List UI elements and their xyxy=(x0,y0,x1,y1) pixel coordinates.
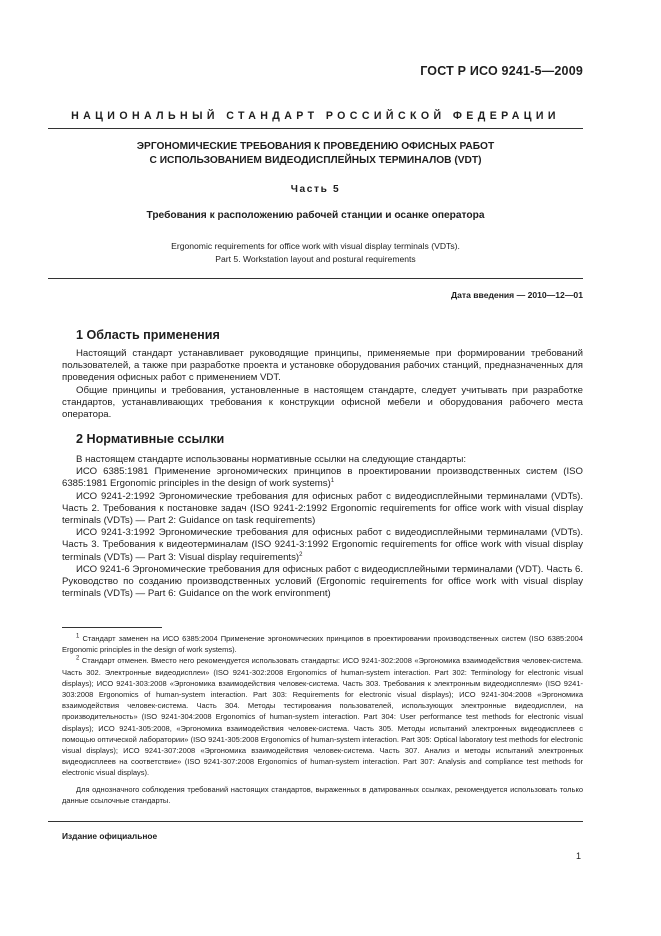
footnote xyxy=(62,655,583,778)
reference-item: ИСО 9241-6 Эргономические требования для офисных работ с видеодисплейными терминалами (VDT). Часть 6. Руководство по созданию производственных условий (Ergonomic requirements for office work with visual display terminals (VDTs) — Part 6: Guidance on the work environment) xyxy=(62,563,583,600)
reference-item xyxy=(62,466,583,490)
title-rule xyxy=(48,278,583,279)
section-heading: 1 Область применения xyxy=(76,328,220,342)
english-title-line-1: Ergonomic requirements for office work with visual display terminals (VDTs). xyxy=(171,241,460,251)
introduction-date: Дата введения — 2010—12—01 xyxy=(450,290,583,300)
section-heading: 2 Нормативные ссылки xyxy=(76,432,225,446)
part-label: Часть 5 xyxy=(290,184,341,195)
reference-item xyxy=(62,527,583,564)
footnote-rule xyxy=(62,627,162,628)
section-1-body xyxy=(62,348,583,421)
footnote-note: Для однозначного соблюдения требований настоящих стандартов, выраженных в датированных ссылках, рекомендуется использовать только данные ссылочные стандарты. xyxy=(62,784,583,805)
footnote xyxy=(62,633,583,655)
footnote-text: Стандарт отменен. Вместо него рекомендуется использовать стандарты: ИСО 9241-302:2008 «Эргономика взаимодействия человек-система. Часть 302. Электронные видеодисплеи» (ISO 9241-302:2008 Ergonomics of human-system interaction. Part 302: Terminology for electronic visual displays); ИСО 9241-303:2008 «Эргономика взаимодействия человек-система. Часть 303. Требования к электронным видеодисплеям» (ISO 9241-303:2008 Ergonomics of human-system interaction. Part 303: Requirements for electronic visual displays); ИСО 9241-304:2008 «Эргономика взаимодействия человек-система. Часть 304. Методы тестирования пользователей, использующих электронные видеодисплеи, на производительность» (ISO 9241-304:2008 Ergonomics of human-system interaction. Part 304: User performance test methods for electronic visual displays); ИСО 9241-305:2008, «Эргономика взаимодействия человек-система. Часть 305. Методы испытаний электронных видеодисплеев с помощью оптической лаборатории» (ISO 9241-305:2008 Ergonomics of human-system interaction. Part 305: Optical laboratory test methods for electronic visual displays); ИСО 9241-307:2008 «Эргономика взаимодействия человек-система. Часть 307. Анализ и методы испытаний электронных видеодисплеев на соответствие» (ISO 9241-307:2008 Ergonomics of human-system interaction. Part 307: Analysis and compliance test methods for electronic visual displays). xyxy=(62,656,583,778)
paragraph: Общие принципы и требования, установленные в настоящем стандарте, следует учитывать при разработке стандартов, устанавливающих требования к конструкции офисной мебели и оборудования рабочего места оператора. xyxy=(62,384,583,421)
paragraph: Настоящий стандарт устанавливает руководящие принципы, применяемые при формировании требований пользователей, а также при разработке проекта и установке оборудования рабочих станций, предназначенных для проведения офисных работ с применением VDT. xyxy=(62,348,583,384)
reference-item: ИСО 9241-2:1992 Эргономические требования для офисных работ с видеодисплейными терминалами (VDTs). Часть 2. Требования к постановке задач (ISO 9241-2:1992 Ergonomic requirements for office work with visual display terminals (VDTs) — Part 2: Guidance on task requirements) xyxy=(62,490,583,527)
footnotes xyxy=(62,633,583,806)
title-line-2: С ИСПОЛЬЗОВАНИЕМ ВИДЕОДИСПЛЕЙНЫХ ТЕРМИНАЛОВ (VDT) xyxy=(149,155,482,166)
paragraph: В настоящем стандарте использованы нормативные ссылки на следующие стандарты: xyxy=(76,454,467,465)
national-standard-banner: НАЦИОНАЛЬНЫЙ СТАНДАРТ РОССИЙСКОЙ ФЕДЕРАЦИИ xyxy=(71,110,560,122)
reference-text: ИСО 6385:1981 Применение эргономических принципов в проектировании производственных систем (ISO 6385:1981 Ergonomic principles in the design of work systems) xyxy=(62,466,583,490)
page-number: 1 xyxy=(575,851,581,861)
title-line-1: ЭРГОНОМИЧЕСКИЕ ТРЕБОВАНИЯ К ПРОВЕДЕНИЮ ОФИСНЫХ РАБОТ xyxy=(136,141,495,152)
standard-number: ГОСТ Р ИСО 9241-5—2009 xyxy=(420,64,583,78)
part-subtitle: Требования к расположению рабочей станции и осанке оператора xyxy=(146,210,485,221)
section-2-heading xyxy=(76,432,224,446)
reference-text: ИСО 9241-3:1992 Эргономические требования для офисных работ с видеодисплейными терминалами (VDTs). Часть 3. Требования к видеотерминалам (ISO 9241-3:1992 Ergonomic requirements for office work with visual display terminals (VDTs) — Part 3: Visual display requirements) xyxy=(62,527,583,563)
section-1-heading xyxy=(76,328,220,342)
english-title-line-2: Part 5. Workstation layout and postural requirements xyxy=(215,253,416,264)
footnote-mark: 1 xyxy=(76,633,80,640)
footnote-mark: 2 xyxy=(299,551,303,558)
footer-rule xyxy=(48,821,583,822)
footnote-text: Стандарт заменен на ИСО 6385:2004 Применение эргономических принципов в проектировании производственных систем (ISO 6385:2004 Ergonomic principles in the design of work systems). xyxy=(62,634,583,655)
english-title xyxy=(48,240,583,265)
footnote-mark: 1 xyxy=(330,478,335,485)
document-title xyxy=(48,140,583,168)
section-2-body xyxy=(62,454,583,600)
footnote-mark: 2 xyxy=(76,655,80,662)
banner-rule xyxy=(48,128,583,129)
official-edition-label: Издание официальное xyxy=(62,831,158,841)
